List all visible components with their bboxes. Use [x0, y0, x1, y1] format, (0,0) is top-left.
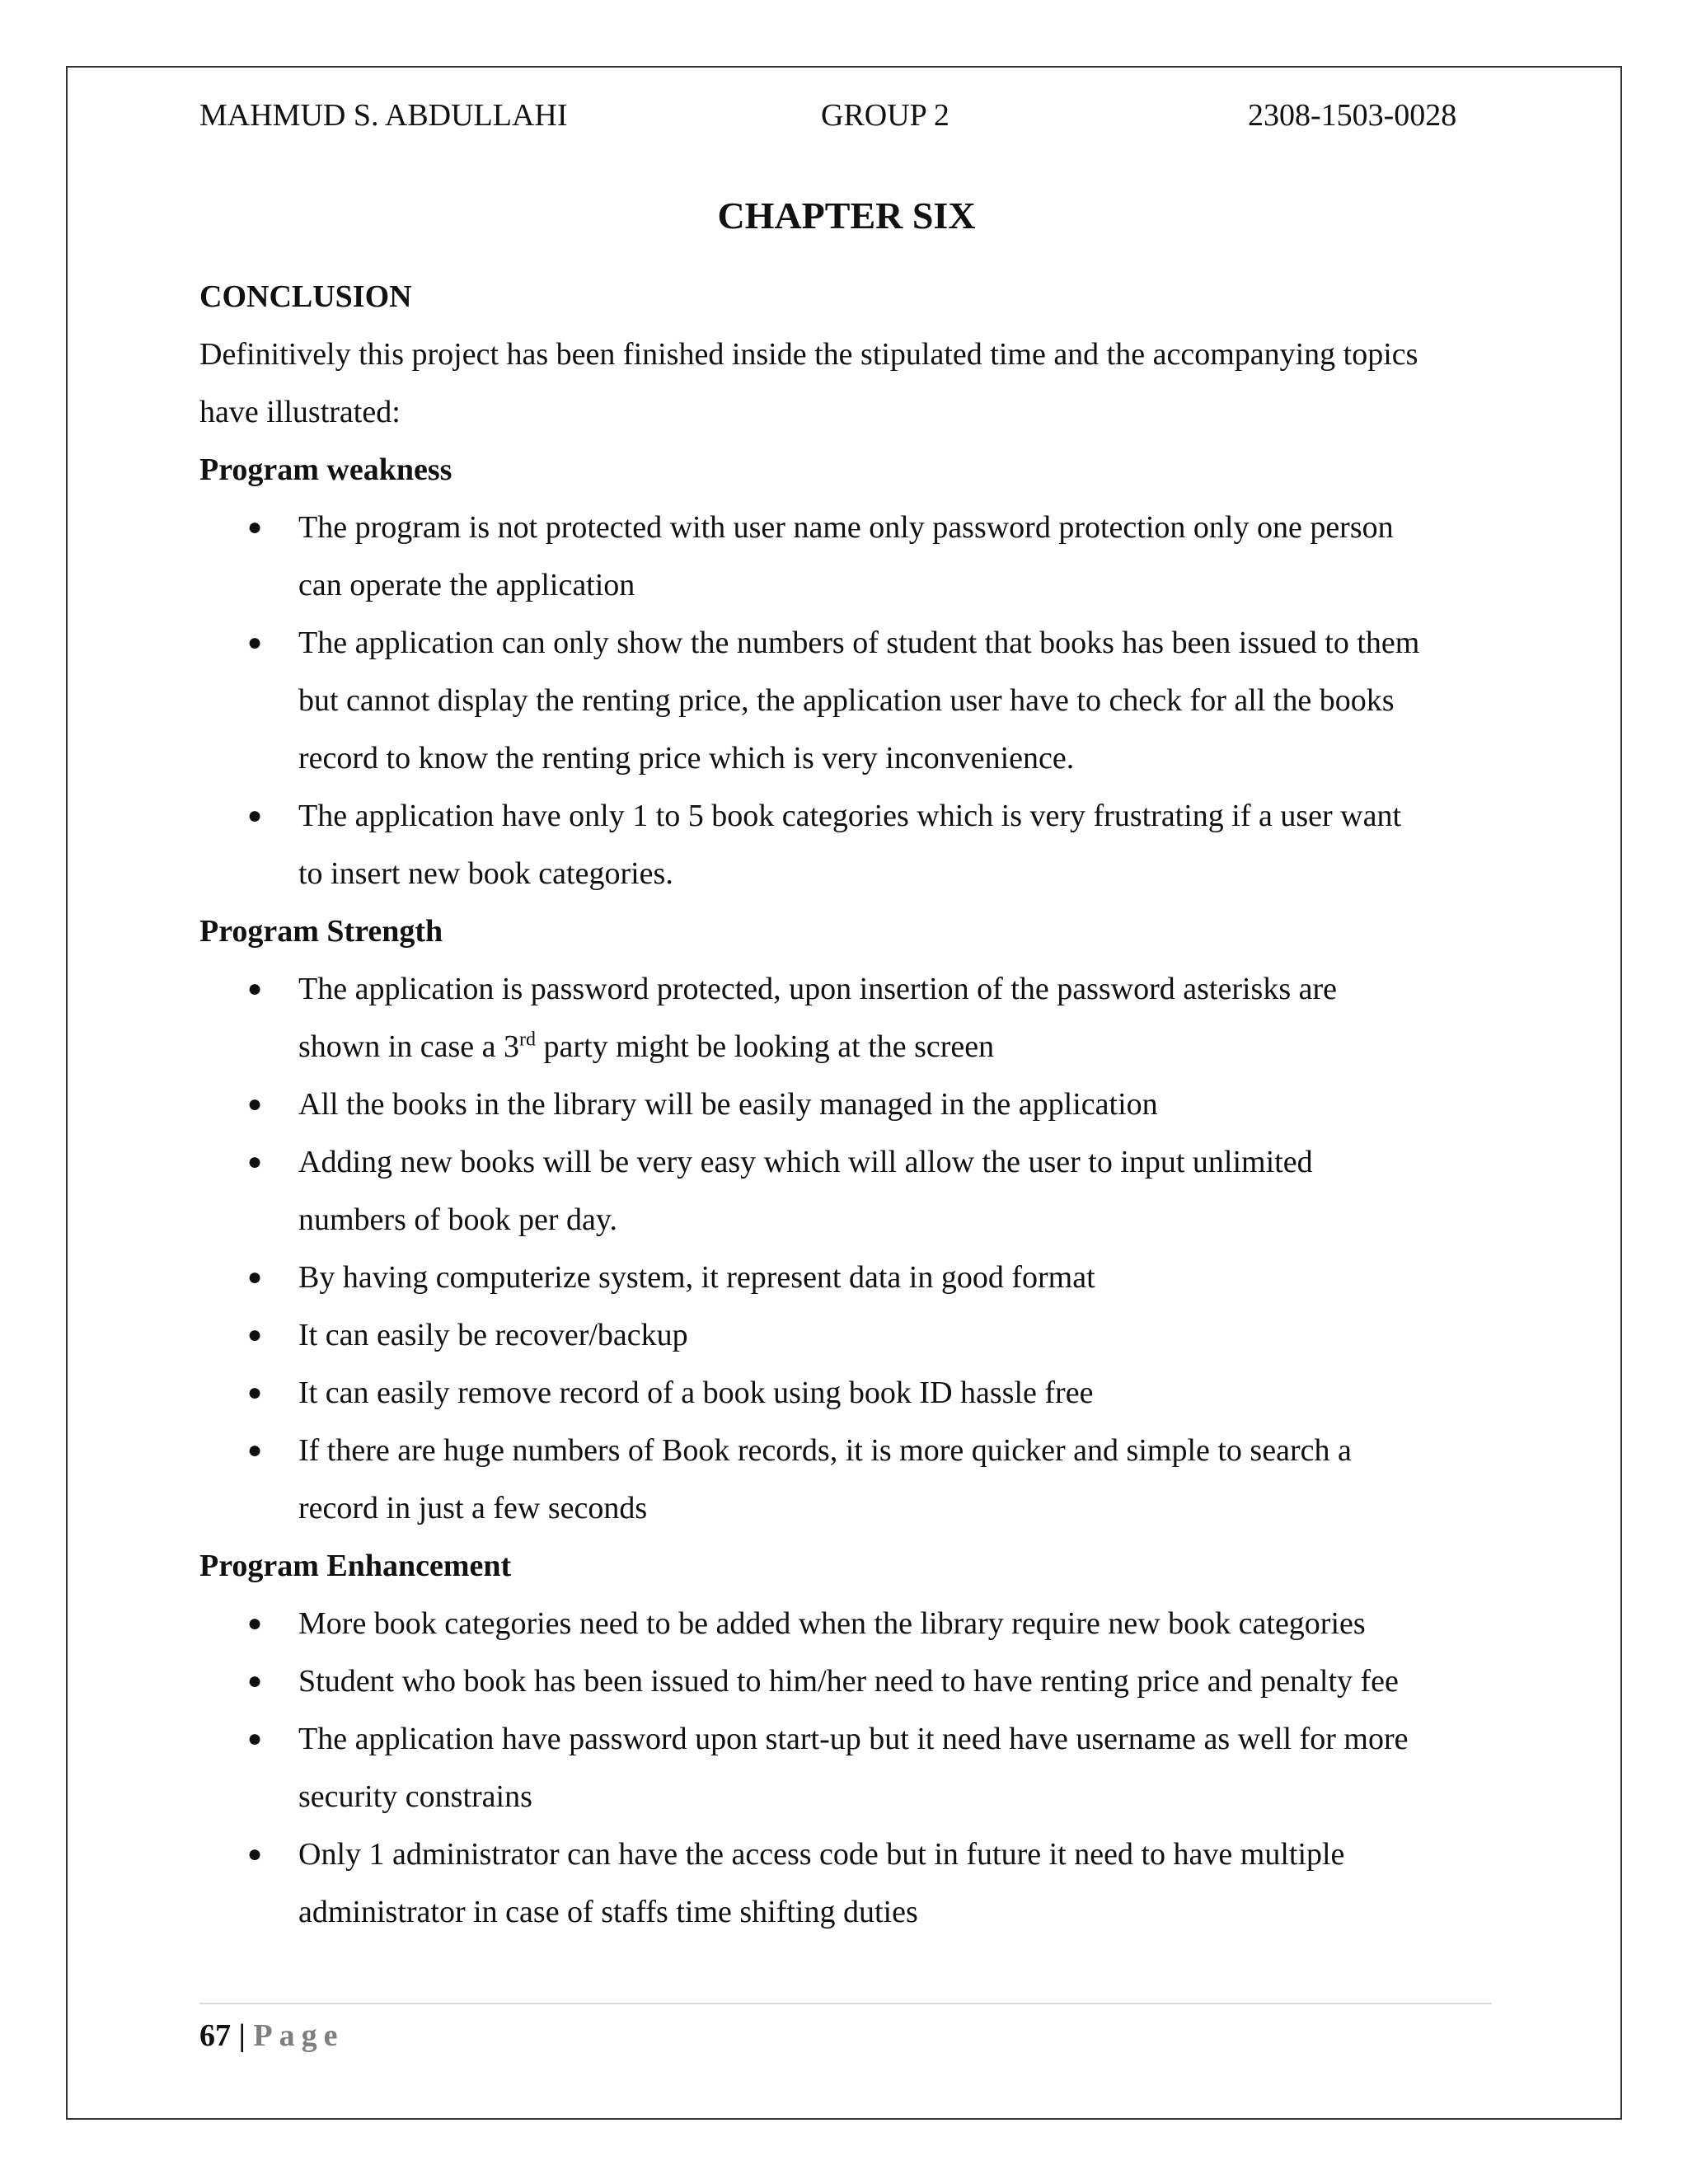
conclusion-heading: CONCLUSION — [199, 279, 412, 315]
list-item-text: shown in case a 3 — [298, 1029, 520, 1065]
list-item — [199, 1652, 1493, 1710]
strength-list — [199, 960, 1493, 1537]
list-item — [199, 1422, 1493, 1537]
list-item-line: It can easily be recover/backup — [298, 1318, 688, 1353]
list-item-line: If there are huge numbers of Book records, it is more quicker and simple to search a — [298, 1433, 1352, 1469]
list-item-line: The application can only show the numbers of student that books has been issued to them — [298, 626, 1420, 661]
list-item — [199, 787, 1493, 902]
ordinal-suffix: rd — [519, 1029, 537, 1051]
list-item-line: The application is password protected, upon insertion of the password asterisks are — [298, 972, 1338, 1007]
list-item-line: The application have password upon start-up but it need have username as well for more — [298, 1722, 1409, 1757]
list-item — [199, 499, 1493, 614]
weakness-list — [199, 499, 1493, 902]
list-item-line: The program is not protected with user name only password protection only one person — [298, 510, 1394, 546]
conclusion-intro — [199, 326, 1493, 441]
document-body — [199, 92, 1493, 1941]
conclusion-intro-line-2: have illustrated: — [199, 395, 401, 430]
bullet-icon: ● — [247, 1148, 263, 1176]
footer-divider — [199, 2003, 1492, 2004]
bullet-icon: ● — [247, 1263, 263, 1291]
strength-heading: Program Strength — [199, 914, 443, 949]
list-item-line: By having computerize system, it represent data in good format — [298, 1260, 1095, 1296]
bullet-icon: ● — [247, 1840, 263, 1868]
list-item-line: to insert new book categories. — [298, 856, 673, 892]
bullet-icon: ● — [247, 1436, 263, 1465]
list-item-line: More book categories need to be added when the library require new book categories — [298, 1606, 1366, 1642]
list-item — [199, 1133, 1493, 1249]
bullet-icon: ● — [247, 1090, 263, 1118]
list-item-line: The application have only 1 to 5 book categories which is very frustrating if a user want — [298, 799, 1402, 834]
list-item-line: administrator in case of staffs time shifting duties — [298, 1895, 918, 1930]
bullet-icon: ● — [247, 1321, 263, 1349]
header-student-id: 2308-1503-0028 — [1248, 98, 1457, 133]
list-item — [199, 1710, 1493, 1825]
list-item-line — [298, 1029, 994, 1064]
list-item — [199, 1076, 1493, 1133]
list-item — [199, 960, 1493, 1076]
list-item — [199, 614, 1493, 787]
list-item — [199, 1249, 1493, 1306]
list-item-line: Student who book has been issued to him/her need to have renting price and penalty fee — [298, 1664, 1399, 1699]
list-item-line: It can easily remove record of a book using book ID hassle free — [298, 1376, 1094, 1411]
list-item — [199, 1825, 1493, 1941]
bullet-icon: ● — [247, 802, 263, 830]
weakness-heading: Program weakness — [199, 452, 452, 488]
list-item-line: can operate the application — [298, 568, 635, 603]
list-item — [199, 1306, 1493, 1364]
bullet-icon: ● — [247, 513, 263, 541]
list-item-line: Adding new books will be very easy which will allow the user to input unlimited — [298, 1145, 1313, 1180]
list-item-line: record in just a few seconds — [298, 1491, 648, 1526]
list-item — [199, 1364, 1493, 1422]
page-label: Page — [253, 2018, 345, 2053]
chapter-title: CHAPTER SIX — [717, 194, 976, 237]
bullet-icon: ● — [247, 975, 263, 1003]
list-item-line: All the books in the library will be easily managed in the application — [298, 1087, 1158, 1122]
bullet-icon: ● — [247, 1725, 263, 1753]
bullet-icon: ● — [247, 1610, 263, 1638]
page-number: 67 — [199, 2018, 231, 2053]
page-header — [199, 92, 1493, 145]
conclusion-intro-line-1: Definitively this project has been finished inside the stipulated time and the accompanying topics — [199, 337, 1418, 373]
list-item-line: record to know the renting price which is very inconvenience. — [298, 741, 1075, 776]
list-item-line: security constrains — [298, 1779, 532, 1815]
list-item-line: but cannot display the renting price, the application user have to check for all the books — [298, 683, 1395, 719]
bullet-icon: ● — [247, 629, 263, 657]
header-group: GROUP 2 — [821, 98, 950, 133]
footer-separator: | — [238, 2018, 246, 2053]
enhancement-heading: Program Enhancement — [199, 1549, 512, 1584]
header-author-name: MAHMUD S. ABDULLAHI — [199, 98, 568, 133]
list-item-text: party might be looking at the screen — [536, 1029, 995, 1065]
list-item-line: numbers of book per day. — [298, 1202, 617, 1238]
bullet-icon: ● — [247, 1379, 263, 1407]
list-item — [199, 1595, 1493, 1652]
enhancement-list — [199, 1595, 1493, 1941]
bullet-icon: ● — [247, 1667, 263, 1695]
list-item-line: Only 1 administrator can have the access code but in future it need to have multiple — [298, 1837, 1345, 1872]
page-footer — [199, 2011, 344, 2060]
